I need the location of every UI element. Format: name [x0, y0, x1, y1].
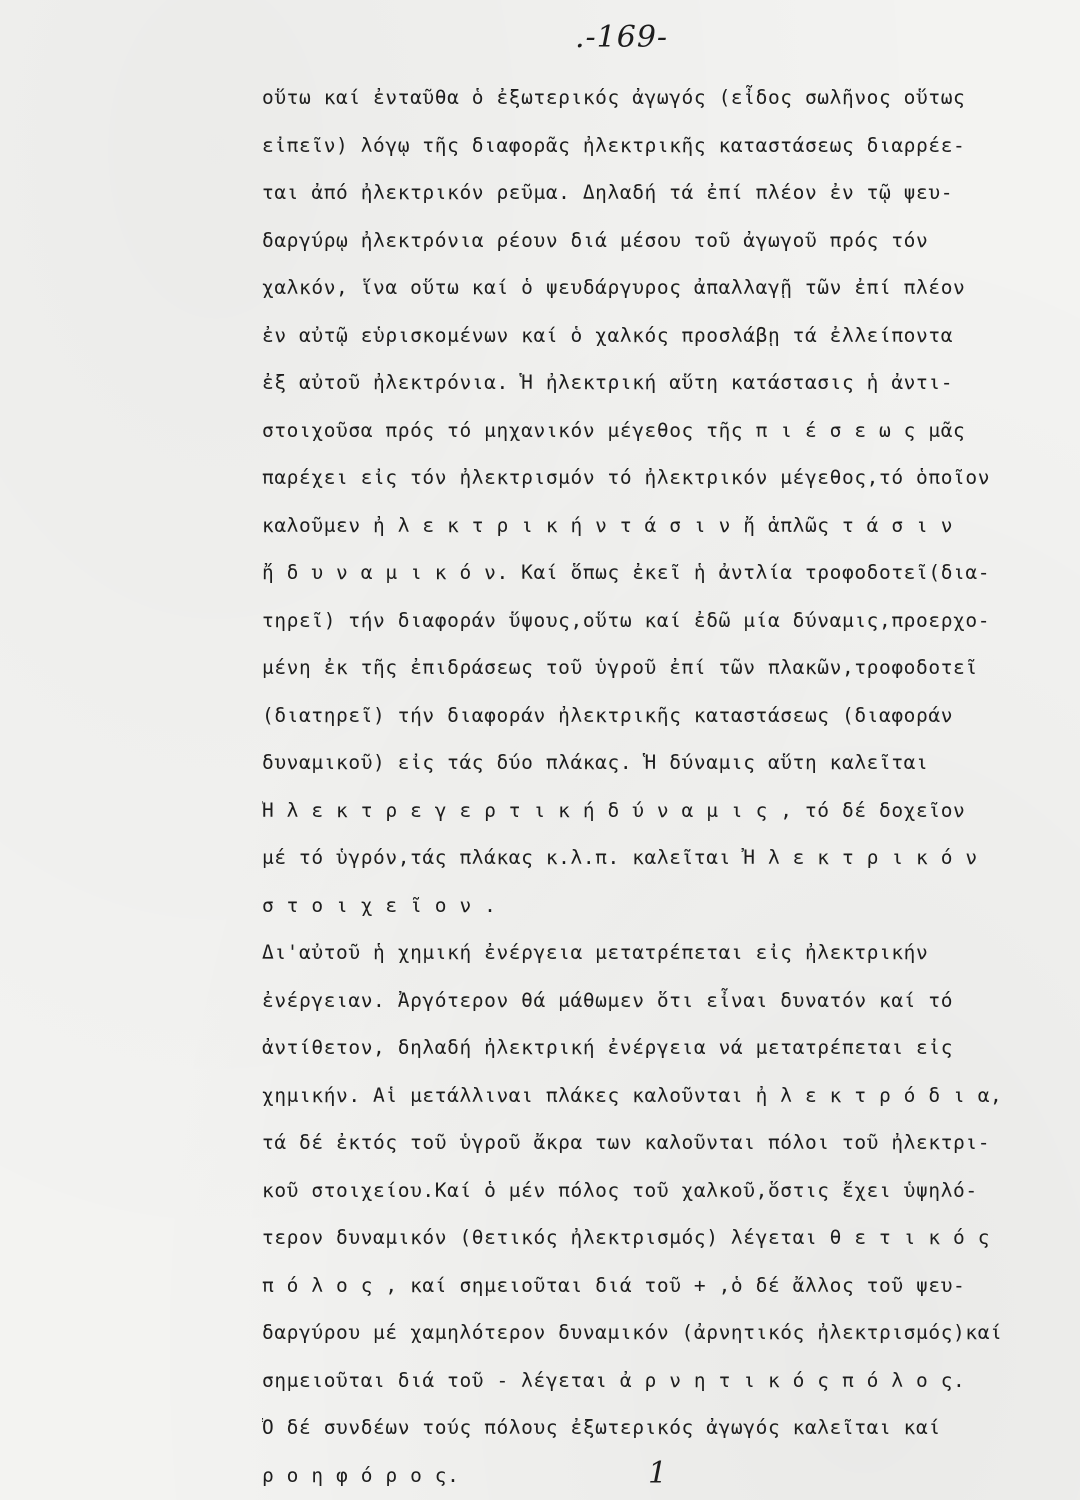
text-line: τηρεῖ) τήν διαφοράν ὕψους,οὕτω καί ἐδῶ μία δύναμις,προερχο- [262, 608, 991, 632]
text-line: καλοῦμεν ἠ λ ε κ τ ρ ι κ ή ν τ ά σ ι ν ἤ ἁπλῶς τ ά σ ι ν [262, 513, 954, 537]
text-line: οὕτω καί ἐνταῦθα ὁ ἐξωτερικός ἀγωγός (εἶδος σωλῆνος οὕτως [262, 86, 966, 109]
text-line: ἀντίθετον, δηλαδή ἠλεκτρική ἐνέργεια νά μετατρέπεται εἰς [262, 1036, 954, 1059]
text-line: ἐξ αὐτοῦ ἠλεκτρόνια. Ἡ ἠλεκτρική αὕτη κατάστασις ἡ ἀντι- [262, 371, 954, 394]
text-line: Δι'αὐτοῦ ἡ χημική ἐνέργεια μετατρέπεται εἰς ἠλεκτρικήν [262, 941, 929, 964]
text-line: κοῦ στοιχείου.Καί ὁ μέν πόλος τοῦ χαλκοῦ,ὅστις ἔχει ὑψηλό- [262, 1178, 978, 1202]
text-line: ἐν αὐτῷ εὑρισκομένων καί ὁ χαλκός προσλάβῃ τά ἐλλείποντα [262, 323, 954, 347]
text-line: (διατηρεῖ) τήν διαφοράν ἠλεκτρικῆς καταστάσεως (διαφοράν [262, 703, 954, 727]
text-line: δαργύρου μέ χαμηλότερον δυναμικόν (ἀρνητικός ἠλεκτρισμός)καί [262, 1321, 1003, 1344]
text-line: π ό λ ο ς , καί σημειοῦται διά τοῦ + ,ὁ δέ ἄλλος τοῦ ψευ- [262, 1273, 966, 1297]
text-line: ἤ δ υ ν α μ ι κ ό ν. Καί ὅπως ἐκεῖ ἡ ἀντλία τροφοδοτεῖ(δια- [262, 561, 991, 584]
footer-mark: 1 [648, 1456, 668, 1491]
body-text [262, 74, 1052, 1499]
text-line: Ἠ λ ε κ τ ρ ε γ ε ρ τ ι κ ή δ ύ ν α μ ι ς , τό δέ δοχεῖον [262, 798, 966, 822]
page-number: .-169- [575, 20, 669, 55]
text-line: ται ἀπό ἠλεκτρικόν ρεῦμα. Δηλαδή τά ἐπί πλέον ἐν τῷ ψευ- [262, 181, 954, 204]
text-line: σ τ ο ι χ ε ῖ ο ν . [262, 893, 497, 917]
text-line: σημειοῦται διά τοῦ - λέγεται ἀ ρ ν η τ ι κ ό ς π ό λ ο ς. [262, 1368, 966, 1392]
text-line: τά δέ ἐκτός τοῦ ὑγροῦ ἄκρα των καλοῦνται πόλοι τοῦ ἠλεκτρι- [262, 1131, 991, 1154]
text-line: δυναμικοῦ) εἰς τάς δύο πλάκας. Ἡ δύναμις αὕτη καλεῖται [262, 751, 929, 774]
text-line: ἐνέργειαν. Ἀργότερον θά μάθωμεν ὅτι εἶναι δυνατόν καί τό [262, 988, 954, 1012]
text-line: Ὁ δέ συνδέων τούς πόλους ἐξωτερικός ἀγωγός καλεῖται καί [262, 1416, 941, 1439]
text-line: χαλκόν, ἵνα οὕτω καί ὁ ψευδάργυρος ἀπαλλαγῇ τῶν ἐπί πλέον [262, 276, 966, 299]
text-line: μένη ἐκ τῆς ἐπιδράσεως τοῦ ὑγροῦ ἐπί τῶν πλακῶν,τροφοδοτεῖ [262, 656, 978, 679]
text-line: δαργύρῳ ἠλεκτρόνια ρέουν διά μέσου τοῦ ἀγωγοῦ πρός τόν [262, 228, 929, 252]
text-line: στοιχοῦσα πρός τό μηχανικόν μέγεθος τῆς π ι έ σ ε ω ς μᾶς [262, 418, 966, 442]
text-line: ρ ο η φ ό ρ ο ς. [262, 1463, 460, 1487]
text-line: εἰπεῖν) λόγῳ τῆς διαφορᾶς ἠλεκτρικῆς καταστάσεως διαρρέε- [262, 133, 966, 157]
text-line: μέ τό ὑγρόν,τάς πλάκας κ.λ.π. καλεῖται Ἠ λ ε κ τ ρ ι κ ό ν [262, 846, 978, 869]
text-line: παρέχει εἰς τόν ἠλεκτρισμόν τό ἠλεκτρικόν μέγεθος,τό ὁποῖον [262, 466, 991, 489]
text-line: τερον δυναμικόν (θετικός ἠλεκτρισμός) λέγεται θ ε τ ι κ ό ς [262, 1226, 991, 1249]
text-line: χημικήν. Αἱ μετάλλιναι πλάκες καλοῦνται ἠ λ ε κ τ ρ ό δ ι α, [262, 1083, 1003, 1107]
